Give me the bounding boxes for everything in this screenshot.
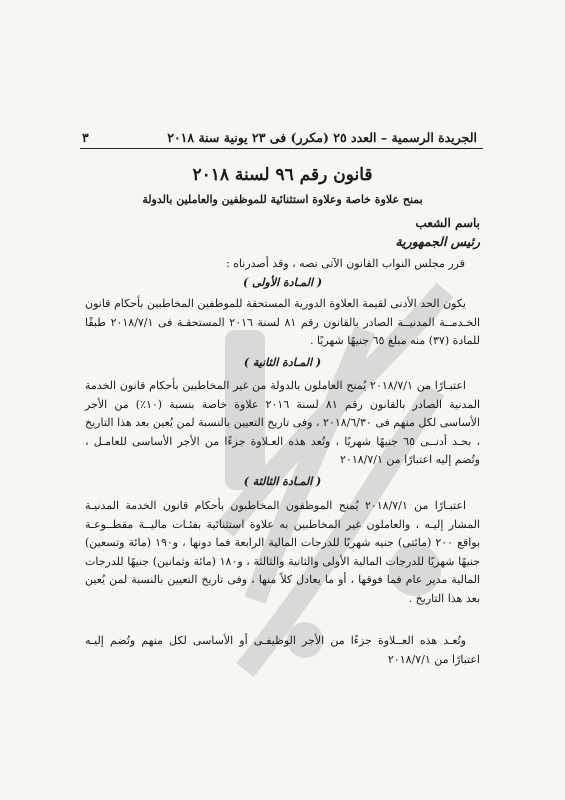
article-3-text: اعتبـارًا من ٢٠١٨/٧/١ يُمنح الموظفون المخاطبون بأحكام قانون الخدمة المدنيـة المشار إليـه ، والعاملون غير المخاطبين به علاوة استثنائية بفئـات ماليــة مقطــوعـة بواقع ٢٠٠ (مائتى) جنيه شهريًا للدرجات المالية الرابعة فما دونها ، و١٩٠ (مائة وتسعين) جنيهًا شهريًا للدرجات المالية الأولى والثانية والثالثة ، و١٨٠ (مائة وثمانين) جنيهًا للدرجات المالية مدير عام فما فوقها ، أو ما يعادل كلاً منها ، وفى تاريخ التعيين بالنسبة لمن يُعين بعد هذا التاريخ . xyxy=(85,499,481,605)
article-3-text-2: وتُعـد هذه العــلاوة جزءًا من الأجر الوظيفـى أو الأساسى لكل منهم وتُضم إليـه اعتبارًا من ٢٠١٨/٧/١ xyxy=(85,634,480,666)
running-header-title: الجريدة الرسمية – العدد ٢٥ (مكرر) فى ٢٣ يونية سنة ٢٠١٨ xyxy=(167,130,477,145)
decree-line: قرر مجلس النواب القانون الآتى نصه ، وقد أصدرناه : xyxy=(225,257,465,270)
page-number: ٣ xyxy=(82,130,89,145)
law-subtitle: بمنح علاوة خاصة وعلاوة استثنائية للموظفين والعاملين بالدولة xyxy=(142,193,423,206)
article-1-text: يكون الحد الأدنى لقيمة العلاوة الدورية المستحقة للموظفين المخاطبين بأحكام قانون الخـدمــة المدنيــة الصادر بالقانون رقم ٨١ لسنة ٢٠١٦ المستحقـة فى ٢٠١٨/٧/١ طبقًا للمادة (٣٧) منه مبلغ ٦٥ جنيهًا شهريًا . xyxy=(85,297,481,347)
law-title: قانون رقم ٩٦ لسنة ٢٠١٨ xyxy=(192,165,373,185)
article-2-heading: ( المـادة الثانية ) xyxy=(243,356,322,369)
article-3-heading: ( المـادة الثالثة ) xyxy=(243,475,322,488)
president-heading: رئيس الجمهورية xyxy=(395,234,480,249)
article-1-heading: ( المـادة الأولى ) xyxy=(242,276,323,289)
article-2-text: اعتبـارًا من ٢٠١٨/٧/١ يُمنح العاملون بالدولة من غير المخاطبين بأحكام قانون الخدمة المدنية الصادر بالقانون رقم ٨١ لسنة ٢٠١٦ علاوة خاصة بنسبة (١٠٪) من الأجر الأساسى لكل منهم فى ٢٠١٨/٦/٣٠ ، وفى تاريخ التعيين بالنسبة لمن يُعين بعد هذا التاريخ ، بحـد أدنــى ٦٥ جنيهًا شهريًا ، وتُعد هذه العـلاوة جزءًا من الأجر الأساسى للعامـل ، وتُضم إليه اعتبارًا من ٢٠١٨/٧/١ xyxy=(85,379,480,466)
header-divider xyxy=(80,148,483,149)
running-header xyxy=(82,130,477,145)
in-the-name-of-the-people: باسم الشعب xyxy=(415,216,480,230)
